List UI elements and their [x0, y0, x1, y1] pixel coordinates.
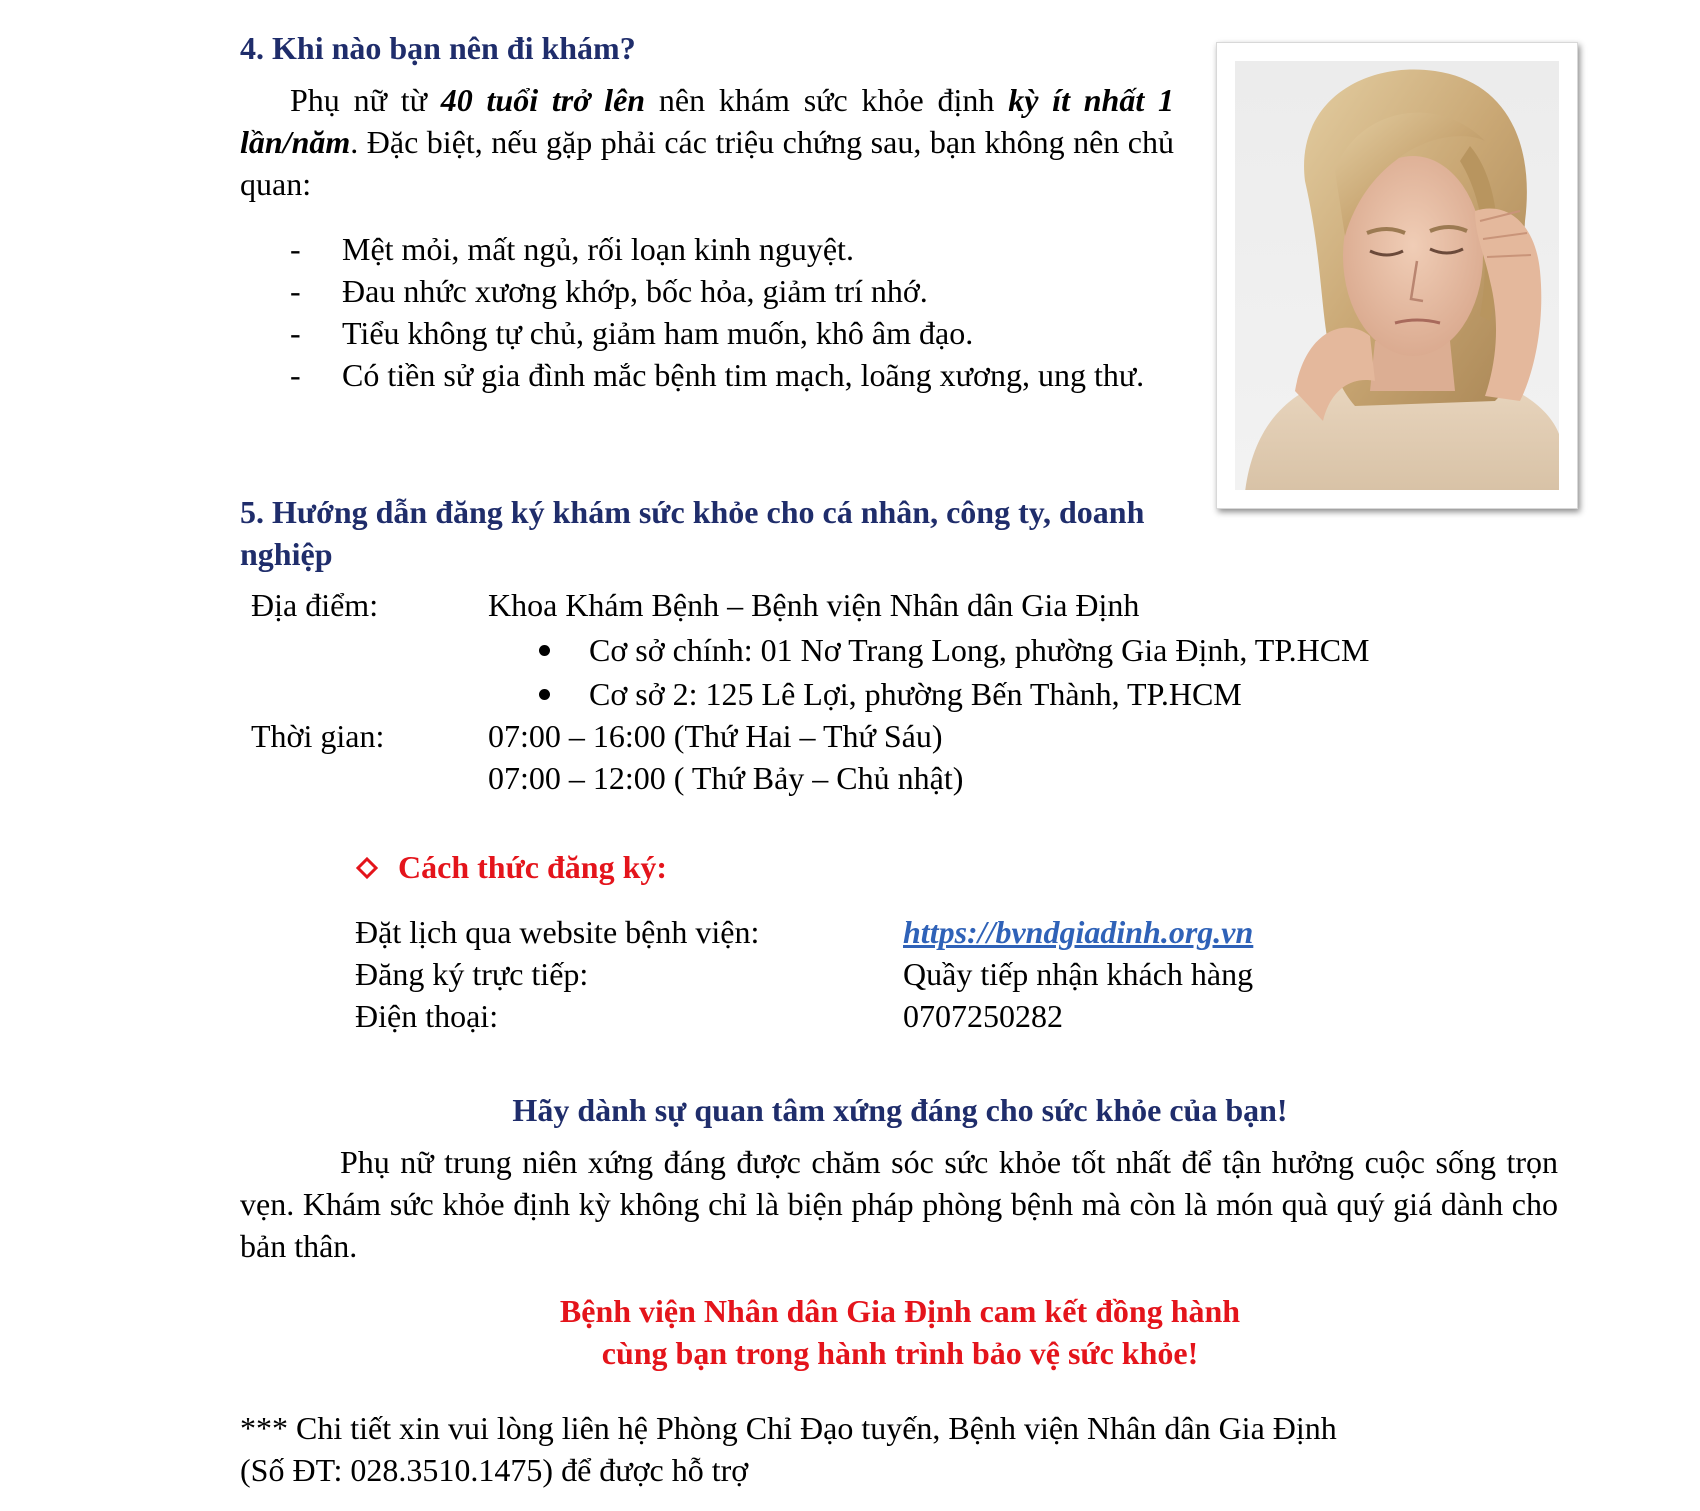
- registration-value-direct: Quầy tiếp nhận khách hàng: [903, 956, 1254, 992]
- branch-list: [539, 628, 1539, 716]
- commitment-line-1: Bệnh viện Nhân dân Gia Định cam kết đồng hành: [559, 1293, 1241, 1329]
- registration-value-phone: 0707250282: [903, 998, 1063, 1034]
- closing-paragraph: Phụ nữ trung niên xứng đáng được chăm sóc sức khỏe tốt nhất để tận hưởng cuộc sống trọn vẹn. Khám sức khỏe định kỳ không chỉ là biện pháp phòng bệnh mà còn là món quà quý giá dành cho bản thân.: [240, 1144, 1558, 1264]
- intro-text-2: nên khám sức khỏe định: [645, 82, 1009, 118]
- location-label: Địa điểm:: [251, 587, 379, 623]
- time-value-weekday: 07:00 – 16:00 (Thứ Hai – Thứ Sáu): [488, 718, 943, 754]
- closing-heading: Hãy dành sự quan tâm xứng đáng cho sức khỏe của bạn!: [512, 1092, 1288, 1128]
- intro-text-3: . Đặc biệt, nếu gặp phải các triệu chứng sau, bạn không nên chủ quan:: [240, 124, 1174, 202]
- commitment-line-2: cùng bạn trong hành trình bảo vệ sức khỏe!: [601, 1335, 1199, 1371]
- hospital-website-link[interactable]: https://bvndgiadinh.org.vn: [903, 914, 1254, 950]
- section4-heading: 4. Khi nào bạn nên đi khám?: [240, 30, 636, 66]
- section4-intro: [240, 79, 1174, 205]
- woman-headache-photo: [1235, 61, 1559, 490]
- registration-heading: Cách thức đăng ký:: [398, 849, 668, 885]
- time-label: Thời gian:: [251, 718, 385, 754]
- intro-text-1: Phụ nữ từ: [290, 82, 441, 118]
- footer-contact-line-2: (Số ĐT: 028.3510.1475) để được hỗ trợ: [240, 1452, 749, 1488]
- registration-label-phone: Điện thoại:: [355, 998, 499, 1034]
- footer-contact-line-1: *** Chi tiết xin vui lòng liên hệ Phòng Chỉ Đạo tuyến, Bệnh viện Nhân dân Gia Định: [240, 1410, 1337, 1446]
- intro-emphasis-age: 40 tuổi trở lên: [440, 82, 646, 118]
- hollow-diamond-icon: [356, 857, 378, 879]
- list-item: - Đau nhức xương khớp, bốc hỏa, giảm trí nhớ.: [240, 270, 1174, 312]
- section5-heading: 5. Hướng dẫn đăng ký khám sức khỏe cho cá nhân, công ty, doanh nghiệp: [240, 494, 1145, 572]
- woman-illustration: [1235, 61, 1559, 490]
- list-item: - Tiểu không tự chủ, giảm ham muốn, khô âm đạo.: [240, 312, 1174, 354]
- list-item: Cơ sở chính: 01 Nơ Trang Long, phường Gia Định, TP.HCM: [539, 628, 1539, 672]
- time-value-weekend: 07:00 – 12:00 ( Thứ Bảy – Chủ nhật): [488, 760, 964, 796]
- photo-frame: [1216, 42, 1578, 509]
- location-value: Khoa Khám Bệnh – Bệnh viện Nhân dân Gia Định: [488, 587, 1140, 623]
- intro-emphasis-frequency: kỳ ít nhất 1 lần/năm: [240, 82, 1175, 160]
- list-item: - Mệt mỏi, mất ngủ, rối loạn kinh nguyệt.: [240, 228, 1174, 270]
- list-item: Cơ sở 2: 125 Lê Lợi, phường Bến Thành, TP.HCM: [539, 672, 1539, 716]
- symptom-list: [240, 228, 1174, 396]
- list-item: - Có tiền sử gia đình mắc bệnh tim mạch, loãng xương, ung thư.: [240, 354, 1174, 396]
- registration-label-direct: Đăng ký trực tiếp:: [355, 956, 589, 992]
- registration-label-website: Đặt lịch qua website bệnh viện:: [355, 914, 760, 950]
